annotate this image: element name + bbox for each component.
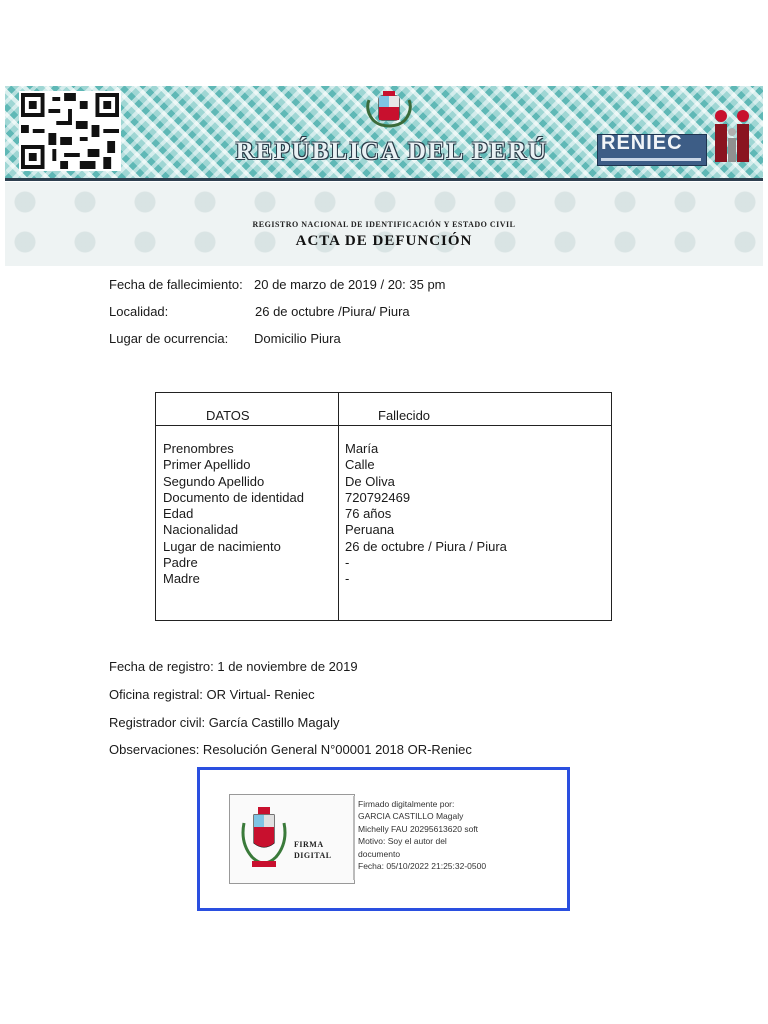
oficina-registral: Oficina registral: OR Virtual- Reniec	[109, 687, 315, 702]
country-title: REPÚBLICA DEL PERÚ	[235, 138, 549, 165]
digital-signature-stamp	[197, 767, 570, 911]
signature-line: Fecha: 05/10/2022 21:25:32-0500	[358, 861, 487, 872]
table-value: 26 de octubre / Piura / Piura	[345, 538, 507, 554]
observaciones: Observaciones: Resolución General N°00001 2018 OR-Reniec	[109, 742, 472, 757]
table-value: María	[345, 441, 379, 456]
table-label: Documento de identidad	[163, 489, 304, 505]
localidad-label: Localidad:	[109, 304, 169, 319]
signature-seal-box	[229, 794, 355, 884]
table-label: Nacionalidad	[163, 522, 239, 538]
table-labels-column	[163, 441, 304, 588]
table-value: -	[345, 555, 350, 571]
table-label: Lugar de nacimiento	[163, 538, 281, 554]
qr-code-icon	[19, 91, 121, 171]
table-value: -	[345, 571, 350, 587]
table-value: Peruana	[345, 522, 395, 538]
signature-line: Firmado digitalmente por:	[358, 799, 455, 809]
reniec-logo-text: RENIEC	[601, 132, 683, 154]
fecha-fallecimiento-label: Fecha de fallecimiento:	[109, 277, 243, 292]
signature-line: documento	[358, 848, 401, 859]
document-title: ACTA DE DEFUNCIÓN	[295, 233, 473, 249]
fecha-fallecimiento-value: 20 de marzo de 2019 / 20: 35 pm	[254, 277, 446, 292]
table-label: Primer Apellido	[163, 457, 251, 473]
table-label: Prenombres	[163, 441, 234, 456]
registry-band	[5, 182, 763, 266]
table-header-fallecido: Fallecido	[378, 408, 431, 423]
signature-details	[358, 798, 486, 872]
table-value: 720792469	[345, 489, 411, 505]
signature-line: GARCIA CASTILLO Magaly	[358, 811, 464, 822]
lugar-ocurrencia-label: Lugar de ocurrencia:	[109, 331, 229, 346]
table-label: Segundo Apellido	[163, 473, 265, 489]
lugar-ocurrencia-value: Domicilio Piura	[254, 331, 341, 346]
registry-name: REGISTRO NACIONAL DE IDENTIFICACIÓN Y ESTADO CIVIL	[252, 220, 516, 229]
table-label: Padre	[163, 555, 198, 571]
table-value: Calle	[345, 457, 375, 473]
deceased-data-table	[155, 392, 612, 621]
header-banner	[5, 86, 763, 181]
signature-line: Motivo: Soy el autor del	[358, 836, 447, 847]
registrador-civil: Registrador civil: García Castillo Magaly	[109, 715, 340, 730]
localidad-value: 26 de octubre /Piura/ Piura	[255, 304, 410, 319]
coat-of-arms-icon	[365, 90, 413, 128]
peru-seal-icon	[238, 803, 290, 873]
table-label: Edad	[163, 506, 194, 522]
table-value: 76 años	[345, 506, 392, 522]
table-header-datos: DATOS	[206, 408, 250, 423]
family-figure-icon	[709, 108, 755, 164]
signature-line: Michelly FAU 20295613620 soft	[358, 823, 479, 834]
table-values-column	[345, 441, 507, 588]
table-label: Madre	[163, 571, 200, 587]
fecha-registro: Fecha de registro: 1 de noviembre de 2019	[109, 659, 358, 674]
table-value: De Oliva	[345, 473, 395, 489]
reniec-logo	[597, 108, 757, 166]
firma-digital-label: FIRMA DIGITAL	[294, 840, 332, 860]
